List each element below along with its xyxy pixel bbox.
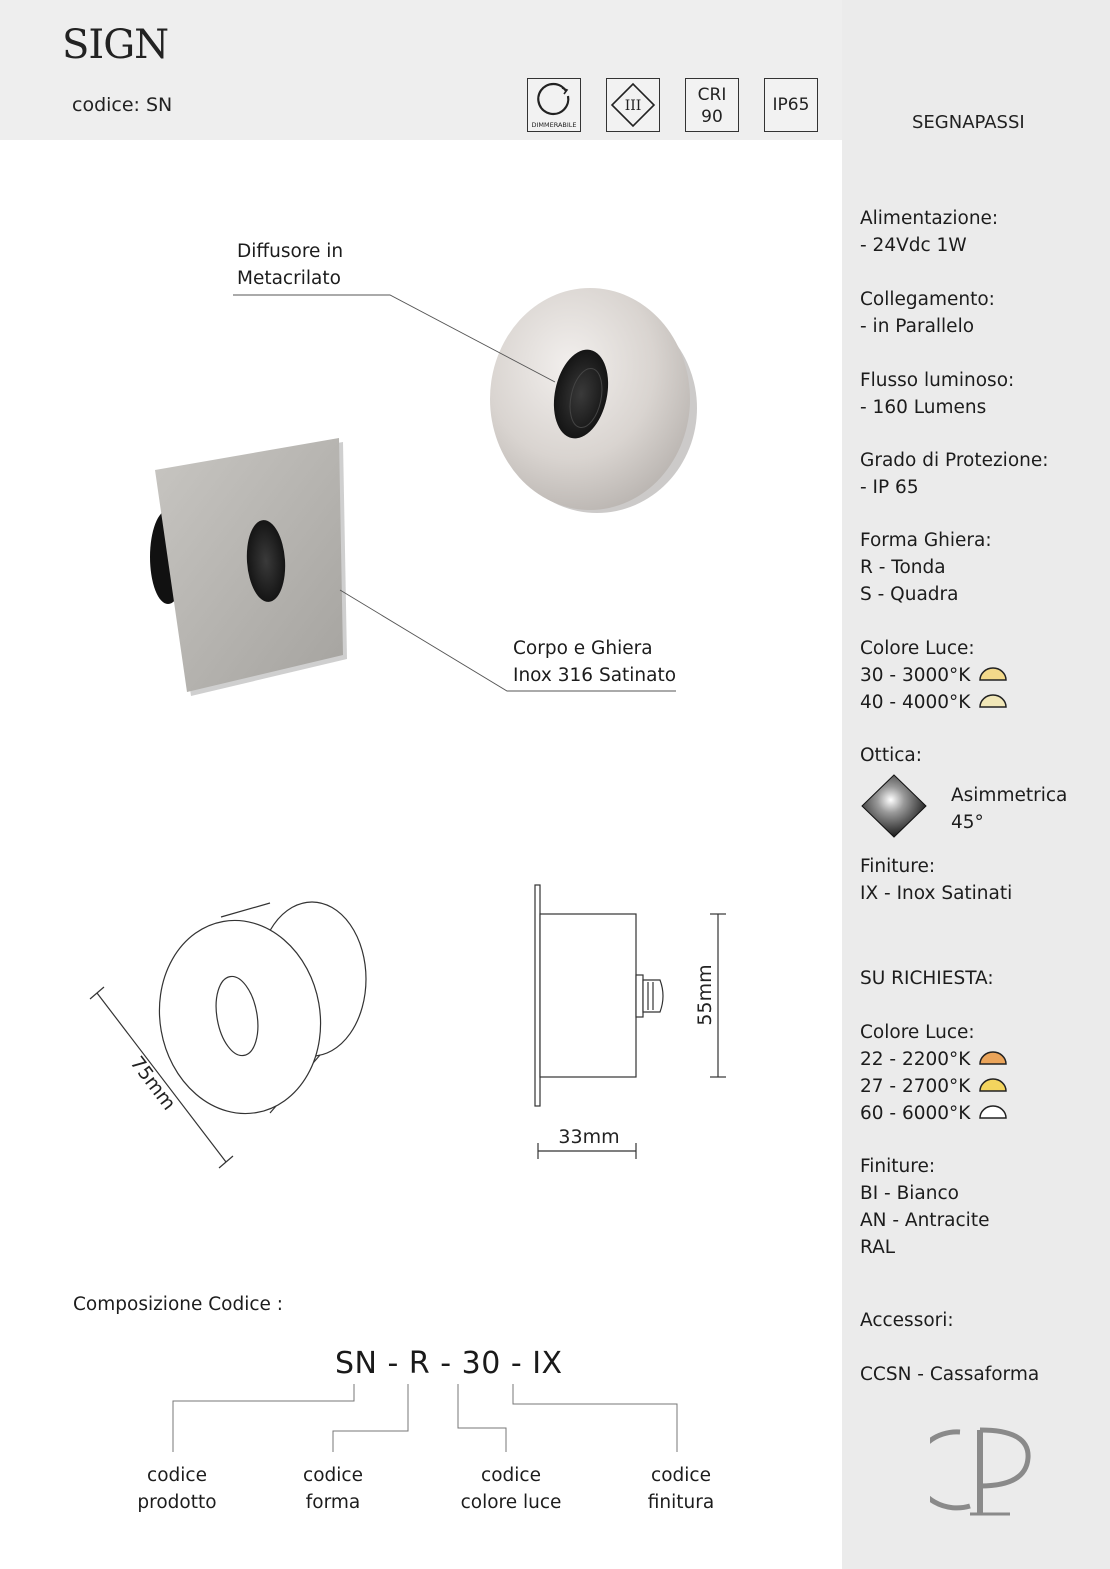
spec-label: Colore Luce: xyxy=(860,638,975,659)
round-product-photo xyxy=(490,288,697,513)
light-color-swatch-icon xyxy=(978,1074,1010,1094)
spec-label: Flusso luminoso: xyxy=(860,370,1015,391)
spec-label: Finiture: xyxy=(860,856,936,877)
code-label-line2: colore luce xyxy=(460,1492,562,1513)
code-label-line2: forma xyxy=(305,1492,361,1513)
spec-value: - 160 Lumens xyxy=(860,397,987,418)
spec-forma-ghiera xyxy=(860,527,992,608)
product-title: SIGN xyxy=(62,22,169,68)
spec-accessori xyxy=(860,1307,954,1334)
spec-alimentazione xyxy=(860,205,998,259)
side-view-drawing xyxy=(535,885,663,1106)
class-iii-label: III xyxy=(624,98,642,114)
class-iii-badge xyxy=(606,78,660,132)
dimmable-icon xyxy=(528,79,580,131)
diffuser-callout-line1: Diffusore in xyxy=(237,241,344,262)
spec-su-richiesta xyxy=(860,965,994,992)
code-label-line1: codice xyxy=(481,1465,541,1486)
spec-value: S - Quadra xyxy=(860,584,959,605)
spec-value: 27 - 2700°K xyxy=(860,1076,971,1097)
body-callout-line1: Corpo e Ghiera xyxy=(513,638,653,659)
brand-logo-icon xyxy=(930,1420,1034,1520)
spec-value: BI - Bianco xyxy=(860,1183,959,1204)
product-code: codice: SN xyxy=(72,94,173,116)
dimmable-badge xyxy=(527,78,581,132)
spec-label: Alimentazione: xyxy=(860,208,999,229)
spec-value: Asimmetrica xyxy=(951,785,1068,806)
spec-ottica xyxy=(860,742,922,769)
body-callout-line2: Inox 316 Satinato xyxy=(513,665,677,686)
spec-richiesta-colore xyxy=(860,1019,975,1127)
spec-accessori-value xyxy=(860,1361,1039,1388)
cri-label: CRI xyxy=(697,85,727,105)
spec-label: Ottica: xyxy=(860,745,922,766)
perspective-drawing xyxy=(144,902,366,1126)
composition-heading: Composizione Codice : xyxy=(73,1294,284,1315)
code-label-line1: codice xyxy=(303,1465,363,1486)
depth-label: 33mm xyxy=(558,1126,620,1148)
code-label-forma xyxy=(263,1462,403,1516)
spec-label: Grado di Protezione: xyxy=(860,450,1049,471)
spec-value: - in Parallelo xyxy=(860,316,975,337)
spec-label: Finiture: xyxy=(860,1156,936,1177)
composition-code: SN - R - 30 - IX xyxy=(335,1346,563,1381)
ip-rating-badge xyxy=(764,78,818,132)
cri-badge xyxy=(685,78,739,132)
light-color-swatch-icon xyxy=(978,1047,1010,1067)
spec-label: SU RICHIESTA: xyxy=(860,968,994,989)
spec-value: 40 - 4000°K xyxy=(860,692,971,713)
class-iii-icon xyxy=(607,79,659,131)
code-label-line1: codice xyxy=(147,1465,207,1486)
spec-collegamento xyxy=(860,286,995,340)
cri-value: 90 xyxy=(701,107,723,127)
spec-label: Accessori: xyxy=(860,1310,954,1331)
light-color-swatch-icon xyxy=(978,1101,1010,1121)
code-label-prodotto xyxy=(107,1462,247,1516)
spec-value: R - Tonda xyxy=(860,557,946,578)
dimmable-label: DIMMERABILE xyxy=(531,121,577,129)
spec-value: AN - Antracite xyxy=(860,1210,990,1231)
light-color-swatch-icon xyxy=(978,663,1010,683)
spec-value: 22 - 2200°K xyxy=(860,1049,971,1070)
code-label-finitura xyxy=(611,1462,751,1516)
spec-flusso xyxy=(860,367,1014,421)
asymmetric-optic-icon xyxy=(860,773,928,839)
spec-label: Forma Ghiera: xyxy=(860,530,992,551)
spec-finiture xyxy=(860,853,1012,907)
code-label-line2: finitura xyxy=(647,1492,715,1513)
spec-richiesta-finiture xyxy=(860,1153,989,1261)
spec-grado-protezione xyxy=(860,447,1048,501)
height-label: 55mm xyxy=(694,964,716,1026)
spec-value: - 24Vdc 1W xyxy=(860,235,967,256)
spec-label: Collegamento: xyxy=(860,289,995,310)
code-label-line1: codice xyxy=(651,1465,711,1486)
spec-ottica-value xyxy=(951,782,1067,836)
spec-value: 30 - 3000°K xyxy=(860,665,971,686)
spec-label: Colore Luce: xyxy=(860,1022,975,1043)
spec-value: 45° xyxy=(951,812,984,833)
code-label-colore-luce xyxy=(441,1462,581,1516)
light-color-swatch-icon xyxy=(978,690,1010,710)
spec-value: RAL xyxy=(860,1237,896,1258)
code-label-line2: prodotto xyxy=(137,1492,217,1513)
spec-value: CCSN - Cassaforma xyxy=(860,1364,1040,1385)
spec-colore-luce xyxy=(860,635,975,716)
ip-rating-label: IP65 xyxy=(772,95,810,115)
diffuser-callout-line2: Metacrilato xyxy=(237,268,341,289)
spec-value: 60 - 6000°K xyxy=(860,1103,971,1124)
spec-value: - IP 65 xyxy=(860,477,919,498)
code-connectors xyxy=(173,1384,677,1452)
spec-value: IX - Inox Satinati xyxy=(860,883,1013,904)
diameter-label: 75mm xyxy=(125,1052,180,1115)
product-category: SEGNAPASSI xyxy=(912,112,1025,133)
square-product-photo xyxy=(150,438,347,696)
